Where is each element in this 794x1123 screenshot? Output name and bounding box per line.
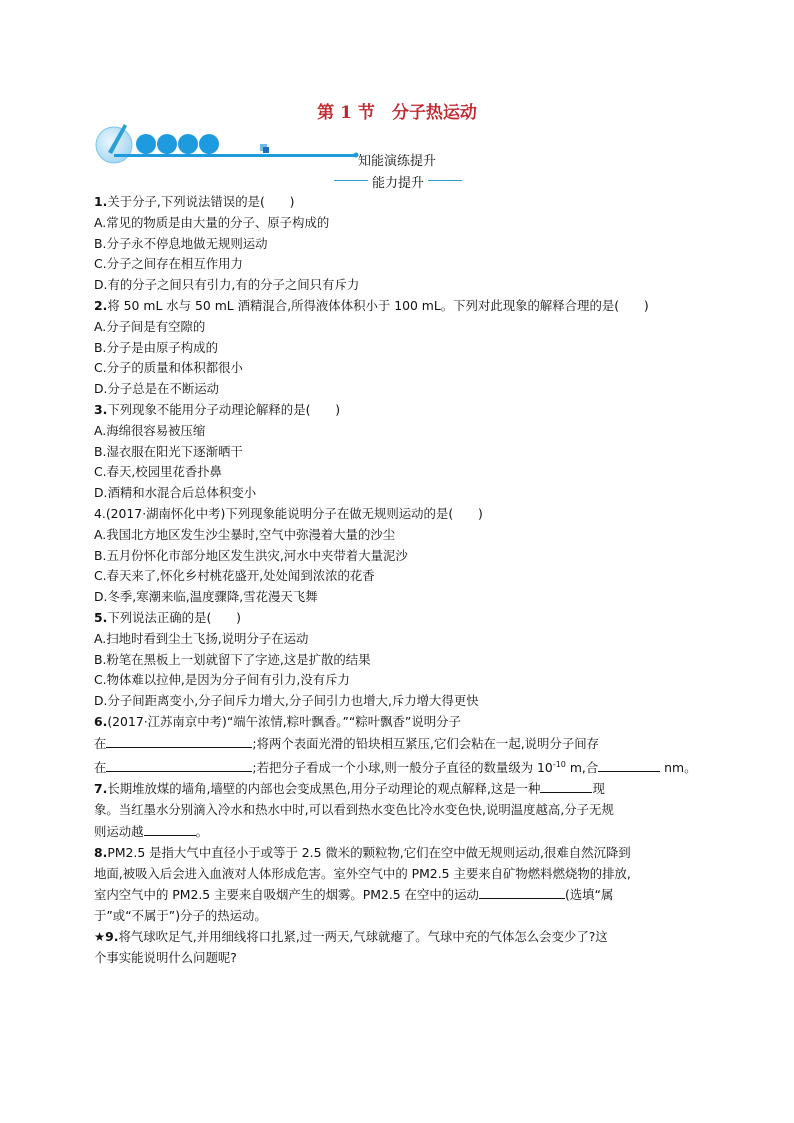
- option: C.春天,校园里花香扑鼻: [94, 464, 223, 480]
- question-8: 8.PM2.5 是指大气中直径小于或等于 2.5 微米的颗粒物,它们在空中做无规则运动,很难自然沉降到: [94, 844, 631, 860]
- option: A.海绵很容易被压缩: [94, 422, 206, 438]
- option: C.分子的质量和体积都很小: [94, 360, 243, 376]
- question-9: ★9.将气球吹足气,并用细线将口扎紧,过一两天,气球就瘪了。气球中充的气体怎么会变少了?这: [94, 929, 608, 945]
- answer-blank[interactable]: [106, 757, 252, 772]
- option: A.分子间是有空隙的: [94, 318, 206, 334]
- dot-icon: [199, 134, 219, 154]
- option: B.分子是由原子构成的: [94, 339, 218, 355]
- answer-blank[interactable]: [540, 778, 592, 793]
- question-5: 5.下列说法正确的是( ): [94, 609, 241, 625]
- option: D.分子总是在不断运动: [94, 381, 219, 397]
- question-3: 3.下列现象不能用分子动理论解释的是( ): [94, 401, 341, 417]
- option: B.分子永不停息地做无规则运动: [94, 235, 268, 251]
- question-1: 1.关于分子,下列说法错误的是( ): [94, 194, 295, 209]
- option: B.粉笔在黑板上一划就留下了字迹,这是扩散的结果: [94, 651, 371, 667]
- dot-icon: [178, 134, 198, 154]
- answer-blank[interactable]: [479, 884, 565, 899]
- option: D.有的分子之间只有引力,有的分子之间只有斥力: [94, 277, 360, 293]
- option: D.分子间距离变小,分子间斥力增大,分子间引力也增大,斥力增大得更快: [94, 693, 479, 709]
- option: D.冬季,寒潮来临,温度骤降,雪花漫天飞舞: [94, 589, 318, 605]
- section-heading-2: 能力提升: [334, 172, 462, 191]
- option: A.我国北方地区发生沙尘暴时,空气中弥漫着大量的沙尘: [94, 526, 396, 542]
- option: C.春天来了,怀化乡村桃花盛开,处处闻到浓浓的花香: [94, 568, 375, 584]
- question-6: 6.(2017·江苏南京中考)“端午浓情,粽叶飘香。”“粽叶飘香”说明分子: [94, 713, 461, 729]
- option: A.常见的物质是由大量的分子、原子构成的: [94, 214, 330, 230]
- option: C.物体难以拉伸,是因为分子间有引力,没有斥力: [94, 672, 350, 688]
- option: B.湿衣服在阳光下逐渐晒干: [94, 443, 243, 459]
- option: D.酒精和水混合后总体积变小: [94, 485, 257, 501]
- answer-blank[interactable]: [144, 821, 196, 836]
- answer-blank[interactable]: [106, 733, 252, 748]
- option: C.分子之间存在相互作用力: [94, 256, 243, 272]
- section-heading-1: 知能演练提升: [358, 154, 437, 169]
- question-4: 4.(2017·湖南怀化中考)下列现象能说明分子在做无规则运动的是( ): [94, 505, 483, 521]
- question-list: 1.关于分子,下列说法错误的是( ) A.常见的物质是由大量的分子、原子构成的 B.分子永不停息地做无规则运动 C.分子之间存在相互作用力 D.有的分子之间只有引力,有的分子之间只有斥力 2.将 50 mL 水与 50 mL 酒精混合,所得液体体积小于 100 mL。下列对此现象的解释合理的是( ) A.分子间是有空隙的 B.分子是由原子构成的 C.分子的质量和体积都很小 D.分子总是在不断运动 3.下列现象不能用分子动理论解释的是( ) A.海绵很容易被压缩 B.湿衣服在阳光下逐渐晒干 C.春天,校园里花香扑鼻 D.酒精和水混合后总体积变小 4.(2017·湖南怀化中考)下列现象能说明分子在做无规则运动的是( ) A.我国北方地区发生沙尘暴时,空气中弥漫着大量的沙尘 B.五月份怀化市部分地区发生洪灾,河水中夹带着大量泥沙 C.春天来了,怀化乡村桃花盛开,处处闻到浓浓的花香 D.冬季,寒潮来临,温度骤降,雪花漫天飞舞 5.下列说法正确的是( ) A.扫地时看到尘土飞扬,说明分子在运动 B.粉笔在黑板上一划就留下了字迹,这是扩散的结果 C.物体难以拉伸,是因为分子间有引力,没有斥力 D.分子间距离变小,分子间斥力增大,分子间引力也增大,斥力增大得更快 6.(2017·江苏南京中考)“端午浓情,粽叶飘香。”“粽叶飘香”说明分子 在 ;将两个表面光滑的铅块相互紧压,它们会粘在一起,说明分子间存 在 ;若把分子看成一个小球,则一般分子直径的数量级为 $10^{-10}$ m,合 nm。 7.长期堆放煤的墙角,墙壁的内部也会变成黑色,用分子动理论的观点解释,这是一种 现 象。当红墨水分别滴入冷水和热水中时,可以看到热水变色比冷水变色快,说明温度越高,分子无规 则运动越 。 8.PM2.5 是指大气中直径小于或等于 2.5 微米的颗粒物,它们在空中做无规则运动,很难自然沉降到 地面,被吸入后会进入血液对人体形成危害。室外空气中的 PM2.5 主要来自矿物燃料燃烧物的排放, 室内空气中的 PM2.5 主要来自吸烟产生的烟雾。PM2.5 在空中的运动 (选填“属 于”或“不属于”)分子的热运动。 ★9.将气球吹足气,并用细线将口扎紧,过一两天,气球就瘪了。气球中充的气体怎么会变少了?这 个事实能说明什么问题呢?: [94, 192, 706, 969]
- dot-icon: [136, 134, 156, 154]
- option: A.扫地时看到尘土飞扬,说明分子在运动: [94, 630, 309, 646]
- dot-icon: [157, 134, 177, 154]
- option: B.五月份怀化市部分地区发生洪灾,河水中夹带着大量泥沙: [94, 547, 408, 563]
- answer-blank[interactable]: [598, 757, 660, 772]
- question-7: 7.长期堆放煤的墙角,墙壁的内部也会变成黑色,用分子动理论的观点解释,这是一种 现: [94, 778, 706, 800]
- question-2: 2.将 50 mL 水与 50 mL 酒精混合,所得液体体积小于 100 mL。下列对此现象的解释合理的是( ): [94, 297, 649, 313]
- page-title: 第 1 节 分子热运动: [317, 103, 477, 123]
